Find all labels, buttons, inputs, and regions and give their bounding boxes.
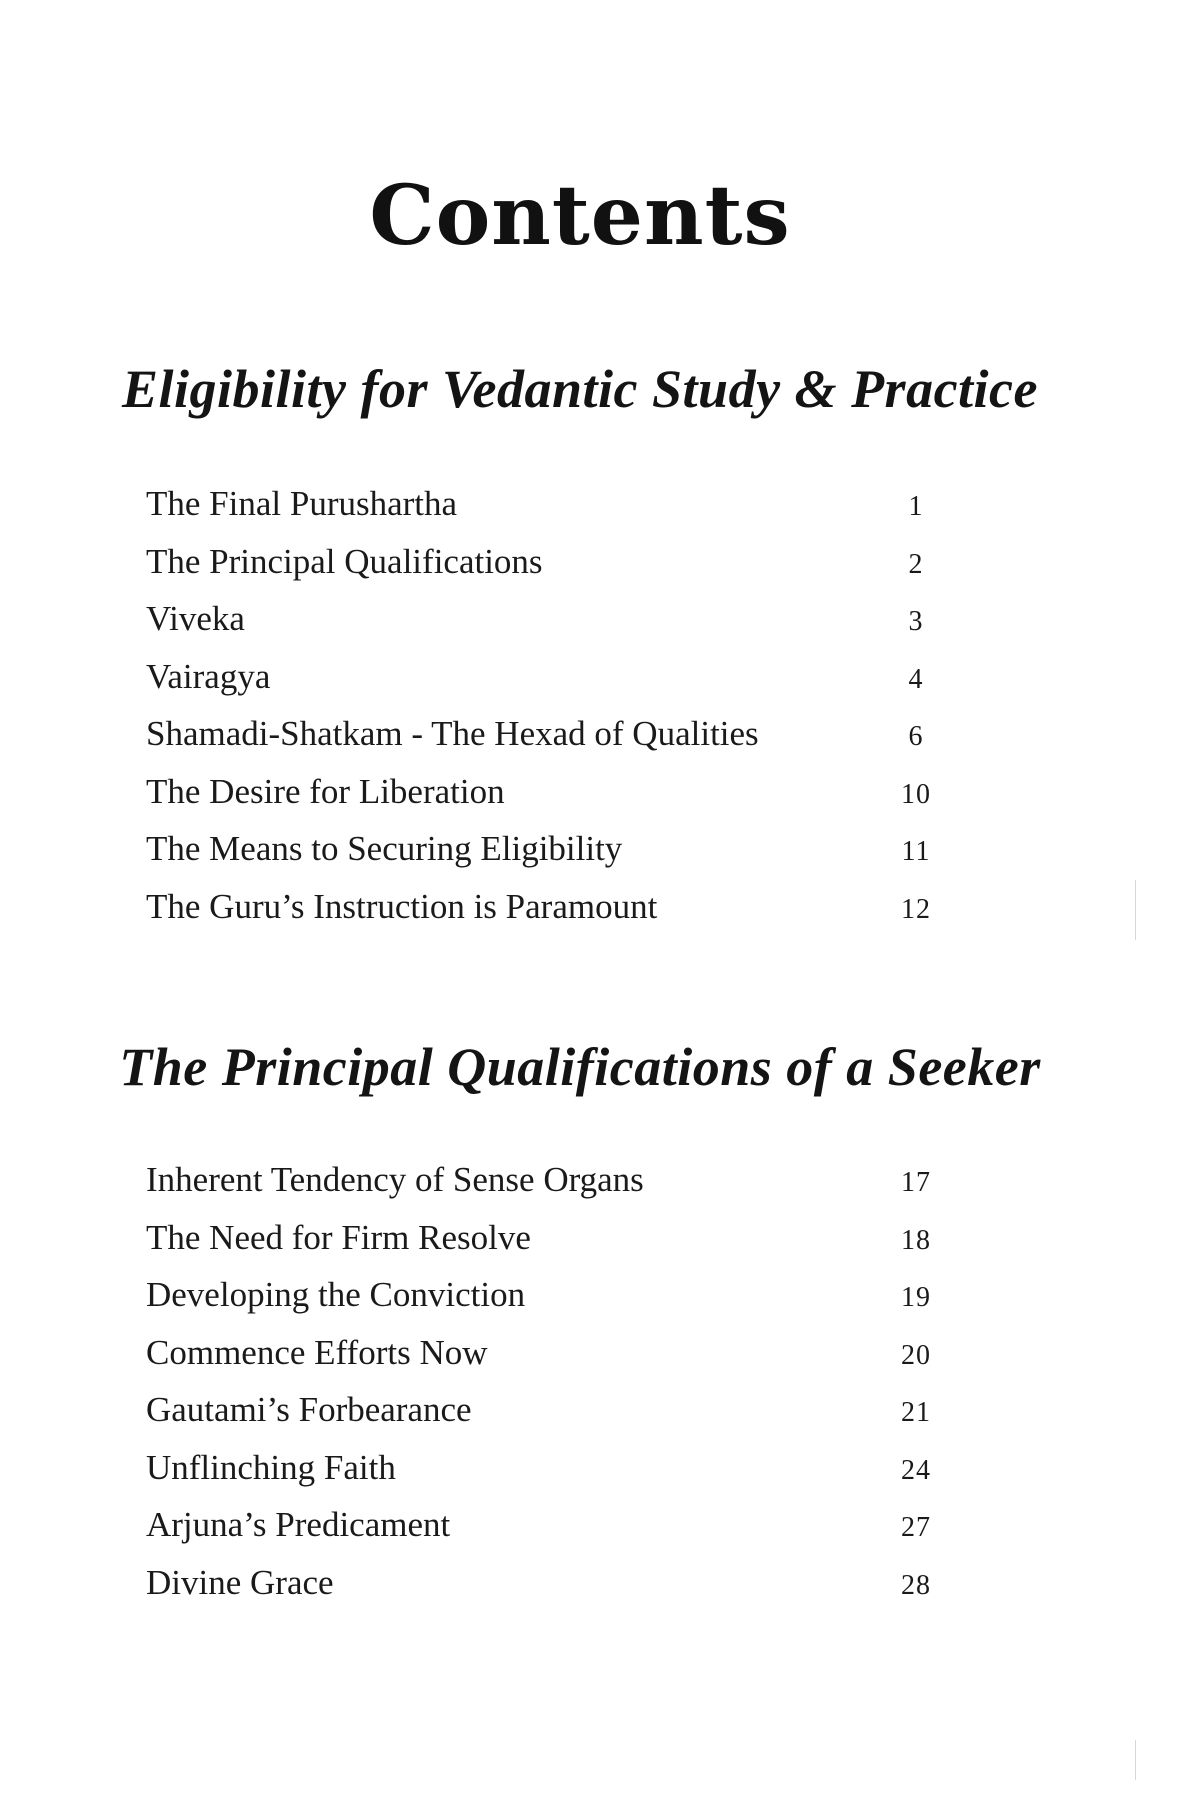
toc-entry-page: 10 (901, 778, 931, 810)
toc-entry-title: Vairagya (146, 656, 271, 696)
toc-entry[interactable] (146, 484, 936, 542)
toc-entry-page: 24 (901, 1454, 931, 1486)
toc-entry-page: 1 (908, 491, 924, 522)
toc-entry-page: 18 (901, 1224, 931, 1256)
toc-entry-title: The Principal Qualifications (146, 541, 543, 581)
toc-entry-title: The Means to Securing Eligibility (146, 829, 623, 868)
toc-list-eligibility (146, 484, 936, 944)
toc-entry-title: The Desire for Liberation (146, 771, 505, 811)
toc-entry-page: 19 (901, 1282, 931, 1313)
page-edge-mark (1135, 1740, 1136, 1780)
toc-entry-page: 12 (901, 893, 931, 925)
toc-entry[interactable] (146, 1275, 936, 1333)
toc-entry-title: Unflinching Faith (146, 1447, 396, 1487)
toc-entry-title: Commence Efforts Now (146, 1332, 488, 1372)
toc-entry[interactable] (146, 887, 936, 945)
toc-entry-title: Inherent Tendency of Sense Organs (146, 1160, 644, 1199)
toc-entry[interactable] (146, 772, 936, 830)
section-heading-qualifications: The Principal Qualifications of a Seeker (119, 1037, 1041, 1097)
toc-entry-title: Viveka (146, 599, 245, 638)
toc-entry-title: Gautami’s Forbearance (146, 1390, 472, 1429)
toc-entry-title: Developing the Conviction (146, 1275, 526, 1314)
toc-entry-page: 28 (901, 1569, 931, 1601)
toc-entry-page: 17 (901, 1167, 931, 1198)
toc-entry[interactable] (146, 1448, 936, 1506)
toc-entry-page: 11 (901, 836, 931, 867)
toc-entry[interactable] (146, 829, 936, 887)
section-heading-eligibility: Eligibility for Vedantic Study & Practice (122, 359, 1038, 419)
toc-entry[interactable] (146, 1333, 936, 1391)
toc-entry[interactable] (146, 599, 936, 657)
toc-entry-title: Divine Grace (146, 1562, 334, 1602)
toc-entry-title: Shamadi-Shatkam - The Hexad of Qualities (146, 714, 759, 753)
toc-entry-page: 4 (908, 663, 924, 695)
toc-entry-page: 3 (908, 606, 924, 637)
toc-entry[interactable] (146, 714, 936, 772)
toc-entry-page: 27 (901, 1512, 931, 1543)
toc-entry-page: 20 (901, 1339, 931, 1371)
toc-entry-page: 21 (901, 1397, 931, 1428)
toc-entry-title: The Final Purushartha (146, 484, 458, 523)
toc-list-qualifications (146, 1160, 936, 1620)
page-title: Contents (369, 168, 791, 264)
toc-entry-page: 6 (908, 721, 924, 752)
toc-entry-title: Arjuna’s Predicament (146, 1505, 451, 1544)
toc-entry-page: 2 (908, 548, 924, 580)
toc-entry[interactable] (146, 1505, 936, 1563)
toc-entry[interactable] (146, 1390, 936, 1448)
toc-entry-title: The Need for Firm Resolve (146, 1217, 531, 1257)
toc-entry[interactable] (146, 1563, 936, 1621)
toc-entry[interactable] (146, 657, 936, 715)
page-edge-mark (1135, 880, 1136, 940)
toc-entry[interactable] (146, 542, 936, 600)
toc-entry[interactable] (146, 1218, 936, 1276)
toc-entry[interactable] (146, 1160, 936, 1218)
toc-entry-title: The Guru’s Instruction is Paramount (146, 886, 658, 926)
